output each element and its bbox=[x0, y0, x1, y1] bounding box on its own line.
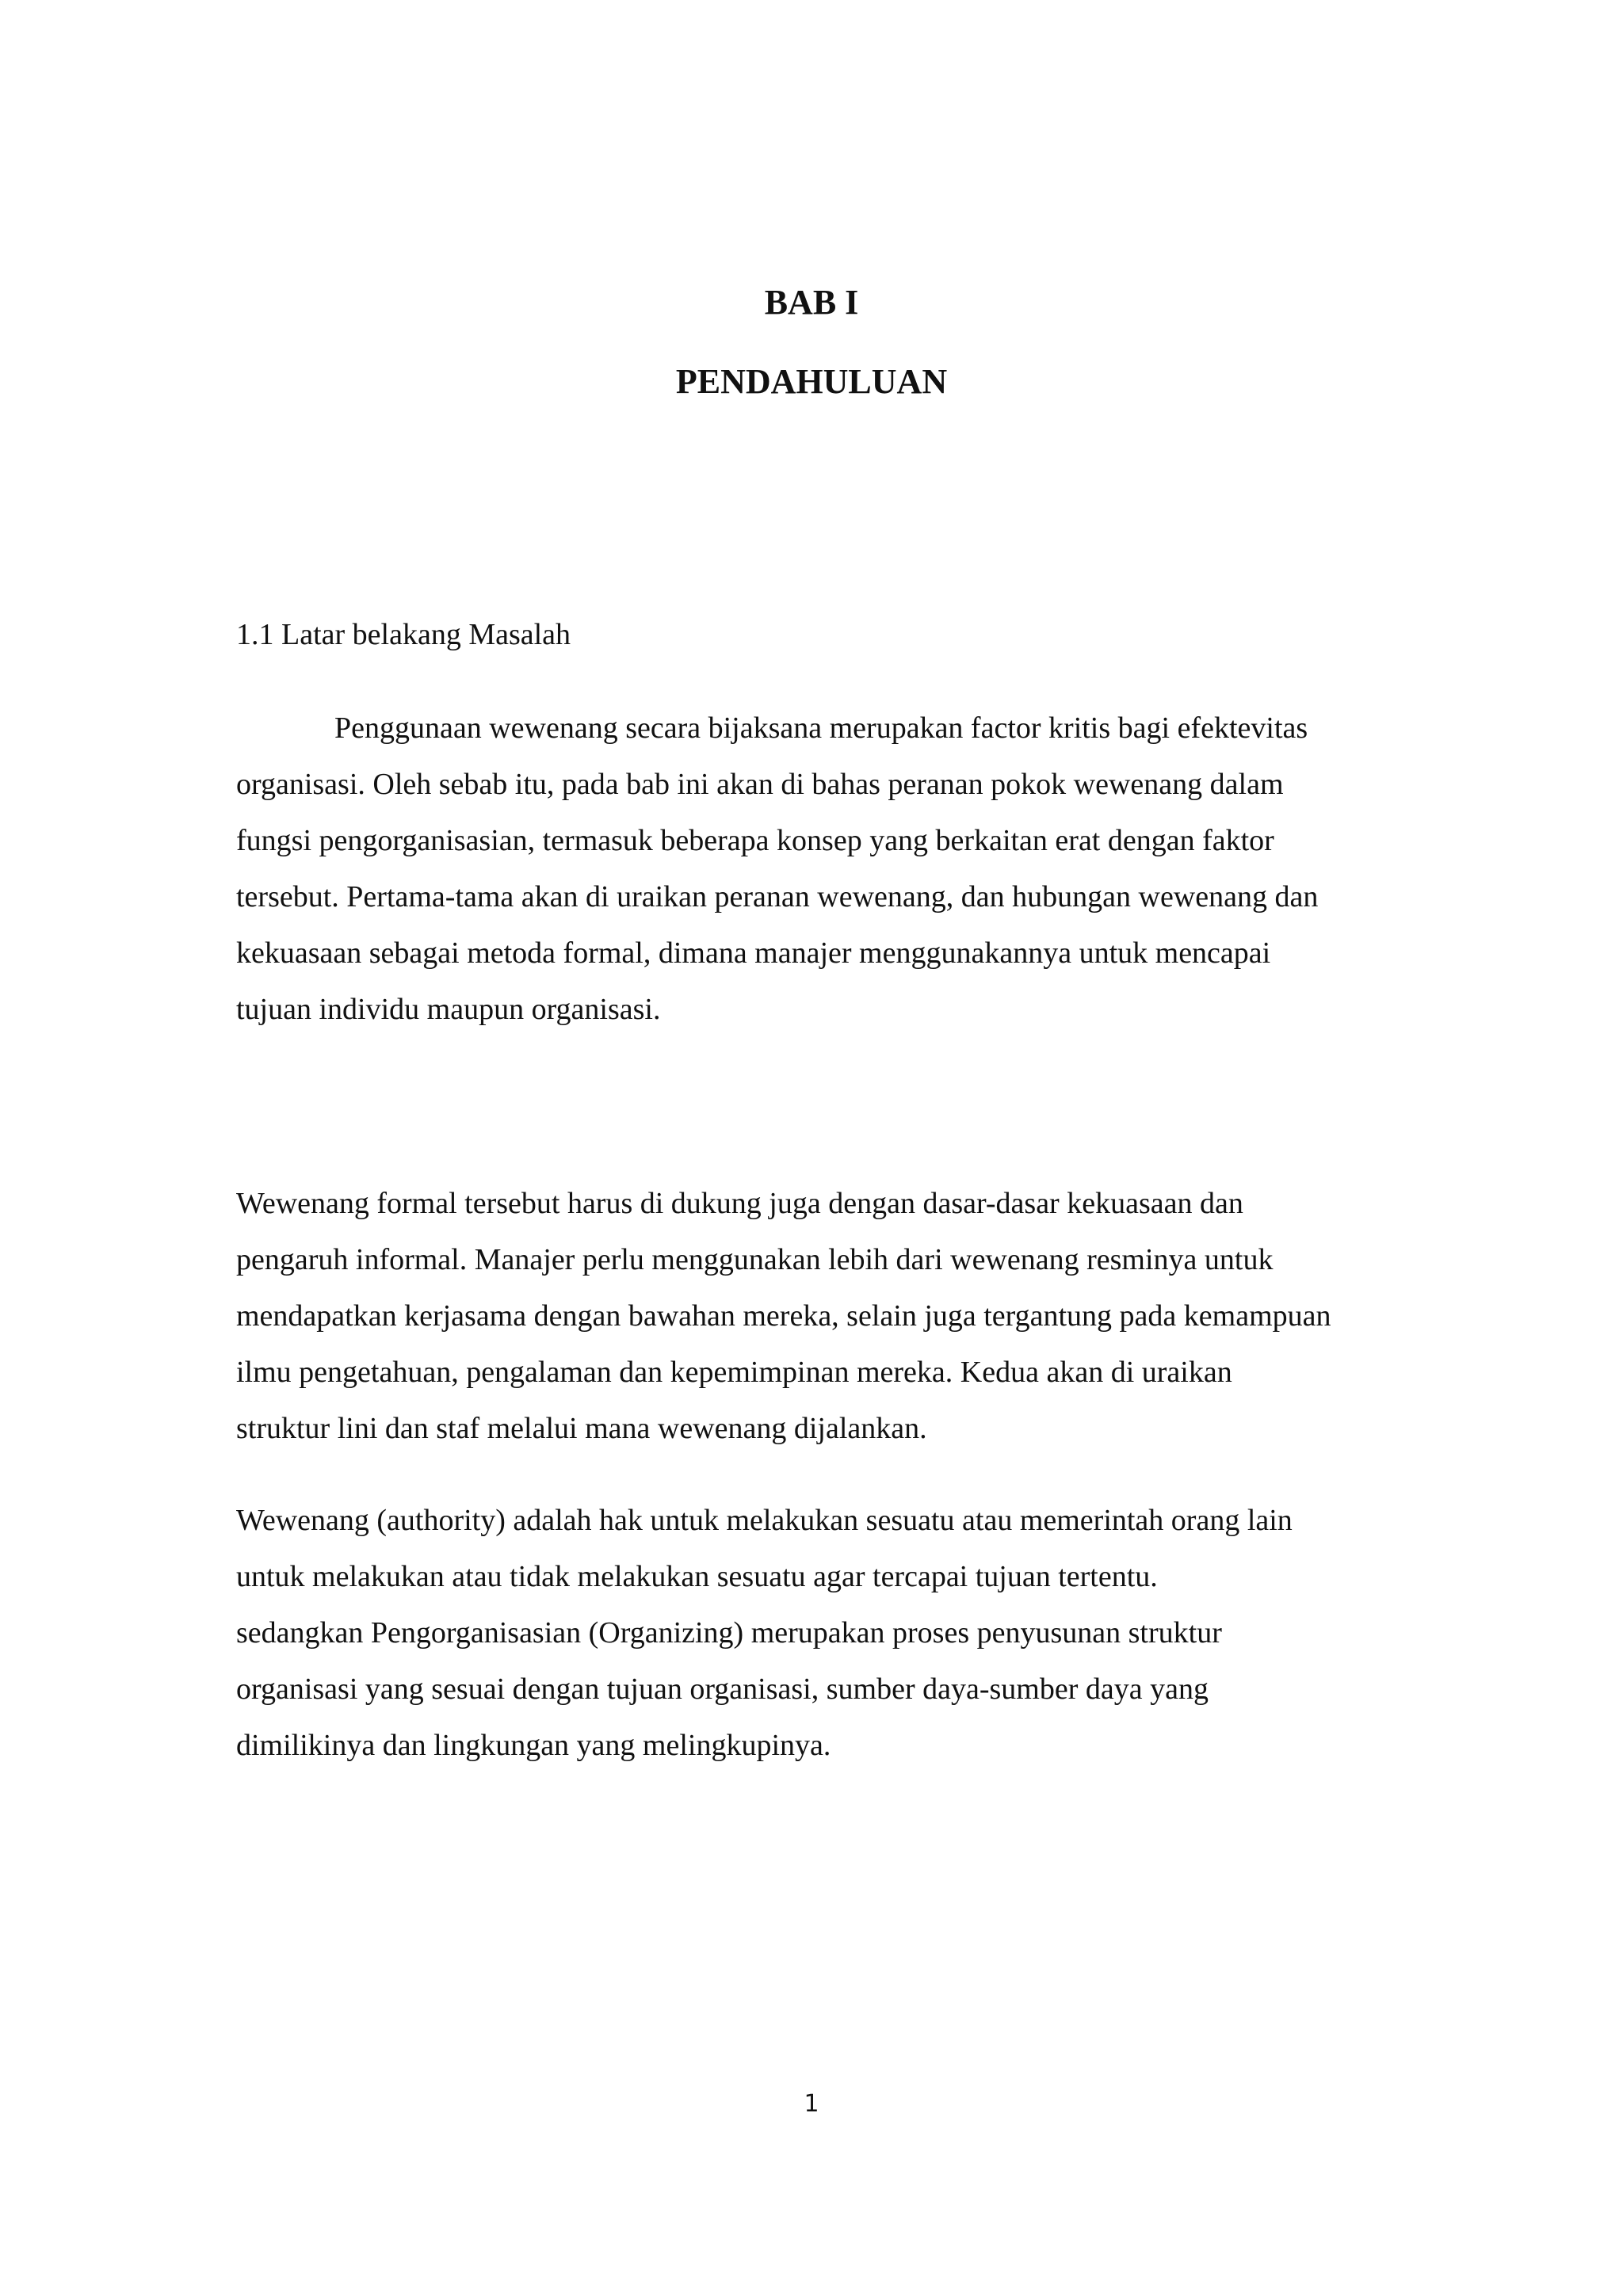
paragraph-2 bbox=[236, 1176, 1425, 1457]
paragraph-line: struktur lini dan staf melalui mana wewenang dijalankan. bbox=[236, 1412, 927, 1445]
paragraph-line: untuk melakukan atau tidak melakukan sesuatu agar tercapai tujuan tertentu. bbox=[236, 1560, 1158, 1593]
chapter-number: BAB I bbox=[764, 283, 859, 322]
paragraph-line: fungsi pengorganisasian, termasuk beberapa konsep yang berkaitan erat dengan faktor bbox=[236, 824, 1274, 857]
paragraph-line: dimilikinya dan lingkungan yang melingkupinya. bbox=[236, 1729, 831, 1762]
paragraph-line: Wewenang (authority) adalah hak untuk melakukan sesuatu atau memerintah orang lain bbox=[236, 1504, 1293, 1537]
paragraph-line: organisasi yang sesuai dengan tujuan organisasi, sumber daya-sumber daya yang bbox=[236, 1672, 1209, 1706]
paragraph-3 bbox=[236, 1493, 1425, 1774]
paragraph-line: pengaruh informal. Manajer perlu menggunakan lebih dari wewenang resminya untuk bbox=[236, 1243, 1274, 1276]
paragraph-line: kekuasaan sebagai metoda formal, dimana manajer menggunakannya untuk mencapai bbox=[236, 936, 1271, 970]
paragraph-line: Wewenang formal tersebut harus di dukung juga dengan dasar-dasar kekuasaan dan bbox=[236, 1187, 1243, 1220]
paragraph-line: Penggunaan wewenang secara bijaksana merupakan factor kritis bagi efektevitas bbox=[334, 711, 1308, 745]
section-heading: 1.1 Latar belakang Masalah bbox=[236, 618, 571, 651]
paragraph-line: sedangkan Pengorganisasian (Organizing) merupakan proses penyusunan struktur bbox=[236, 1616, 1222, 1650]
paragraph-line: ilmu pengetahuan, pengalaman dan kepemimpinan mereka. Kedua akan di uraikan bbox=[236, 1356, 1232, 1389]
chapter-title: PENDAHULUAN bbox=[675, 362, 948, 401]
paragraph-line: organisasi. Oleh sebab itu, pada bab ini akan di bahas peranan pokok wewenang dalam bbox=[236, 768, 1284, 801]
paragraph-line: tersebut. Pertama-tama akan di uraikan peranan wewenang, dan hubungan wewenang dan bbox=[236, 880, 1319, 913]
paragraph-line: mendapatkan kerjasama dengan bawahan mereka, selain juga tergantung pada kemampuan bbox=[236, 1299, 1331, 1333]
page-number: 1 bbox=[804, 2090, 819, 2118]
paragraph-1 bbox=[236, 700, 1425, 1038]
paragraph-line: tujuan individu maupun organisasi. bbox=[236, 993, 661, 1026]
